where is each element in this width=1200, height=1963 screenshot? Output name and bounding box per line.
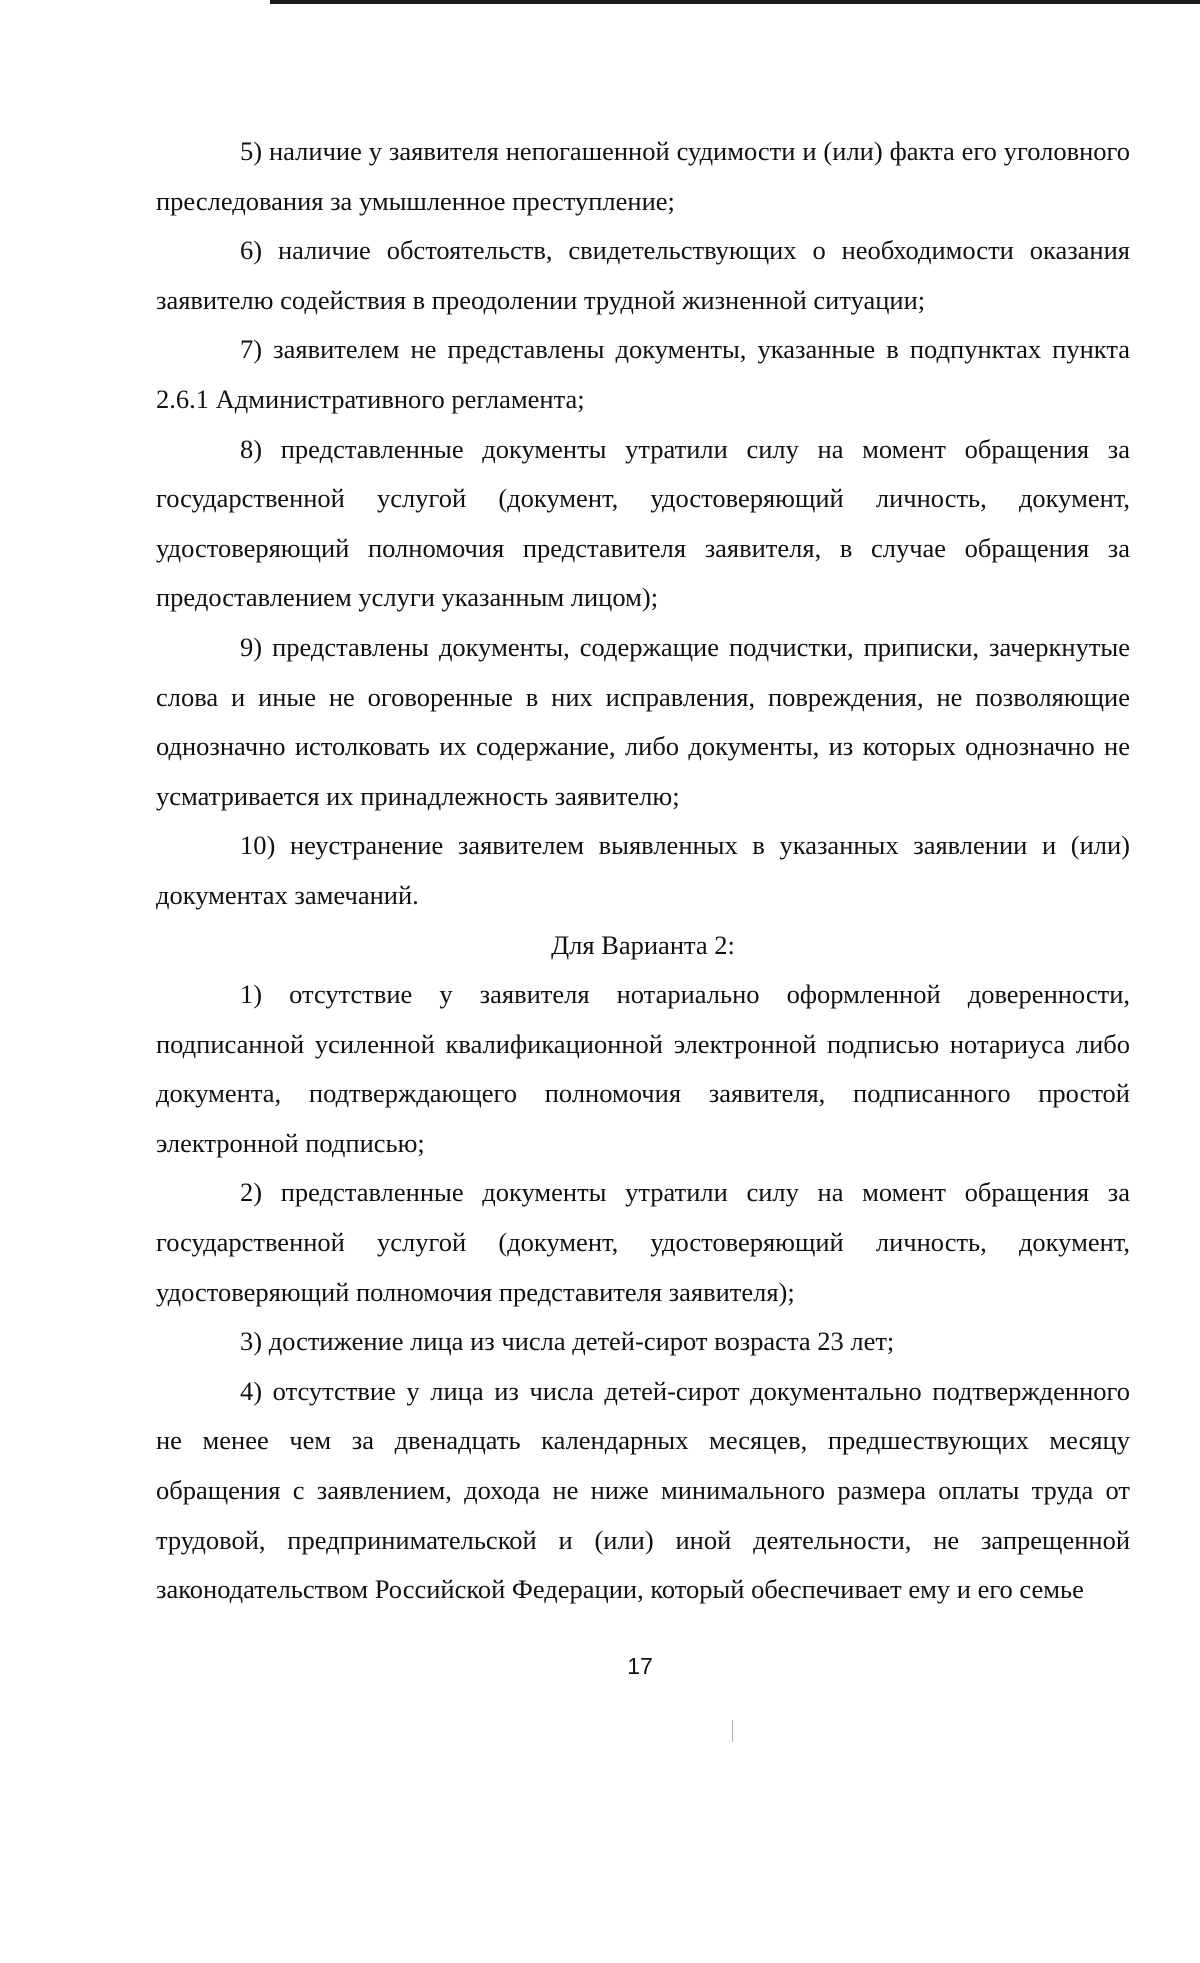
top-border-line — [270, 0, 1200, 4]
paragraph-item-9: 9) представлены документы, содержащие подчистки, приписки, зачеркнутые слова и иные не оговоренные в них исправления, повреждения, не позволяющие однозначно истолковать их содержание, либо документы, из которых однозначно не усматривается их принадлежность заявителю; — [156, 631, 1130, 811]
paragraph-variant2-item-2: 2) представленные документы утратили силу на момент обращения за государственной услугой (документ, удостоверяющий личность, документ, удостоверяющий полномочия представителя заявителя); — [156, 1177, 1130, 1307]
paragraph-item-10: 10) неустранение заявителем выявленных в указанных заявлении и (или) документах замечаний. — [156, 830, 1130, 910]
paragraph-variant2-item-4: 4) отсутствие у лица из числа детей-сирот документально подтвержденного не менее чем за двенадцать календарных месяцев, предшествующих месяцу обращения с заявлением, дохода не ниже минимального размера оплаты труда от трудовой, предпринимательской и (или) иной деятельности, не запрещенной законодательством Российской Федерации, который обеспечивает ему и его семье — [156, 1375, 1130, 1605]
document-body — [156, 127, 1130, 1615]
section-heading-variant-2: Для Варианта 2: — [551, 929, 735, 960]
page-number: 17 — [627, 1653, 653, 1679]
paragraph-item-6: 6) наличие обстоятельств, свидетельствующих о необходимости оказания заявителю содействия в преодолении трудной жизненной ситуации; — [156, 235, 1130, 315]
paragraph-item-7: 7) заявителем не представлены документы, указанные в подпунктах пункта 2.6.1 Административного регламента; — [156, 334, 1130, 414]
paragraph-variant2-item-3: 3) достижение лица из числа детей-сирот возраста 23 лет; — [240, 1326, 895, 1357]
paragraph-item-8: 8) представленные документы утратили силу на момент обращения за государственной услугой (документ, удостоверяющий личность, документ, удостоверяющий полномочия представителя заявителя, в случае обращения за предоставлением услуги указанным лицом); — [156, 433, 1130, 613]
paragraph-variant2-item-1: 1) отсутствие у заявителя нотариально оформленной доверенности, подписанной усиленной квалификационной электронной подписью нотариуса либо документа, подтверждающего полномочия заявителя, подписанного простой электронной подписью; — [156, 979, 1130, 1158]
scan-artifact-mark — [732, 1720, 733, 1742]
paragraph-item-5: 5) наличие у заявителя непогашенной судимости и (или) факта его уголовного преследования за умышленное преступление; — [156, 136, 1130, 216]
